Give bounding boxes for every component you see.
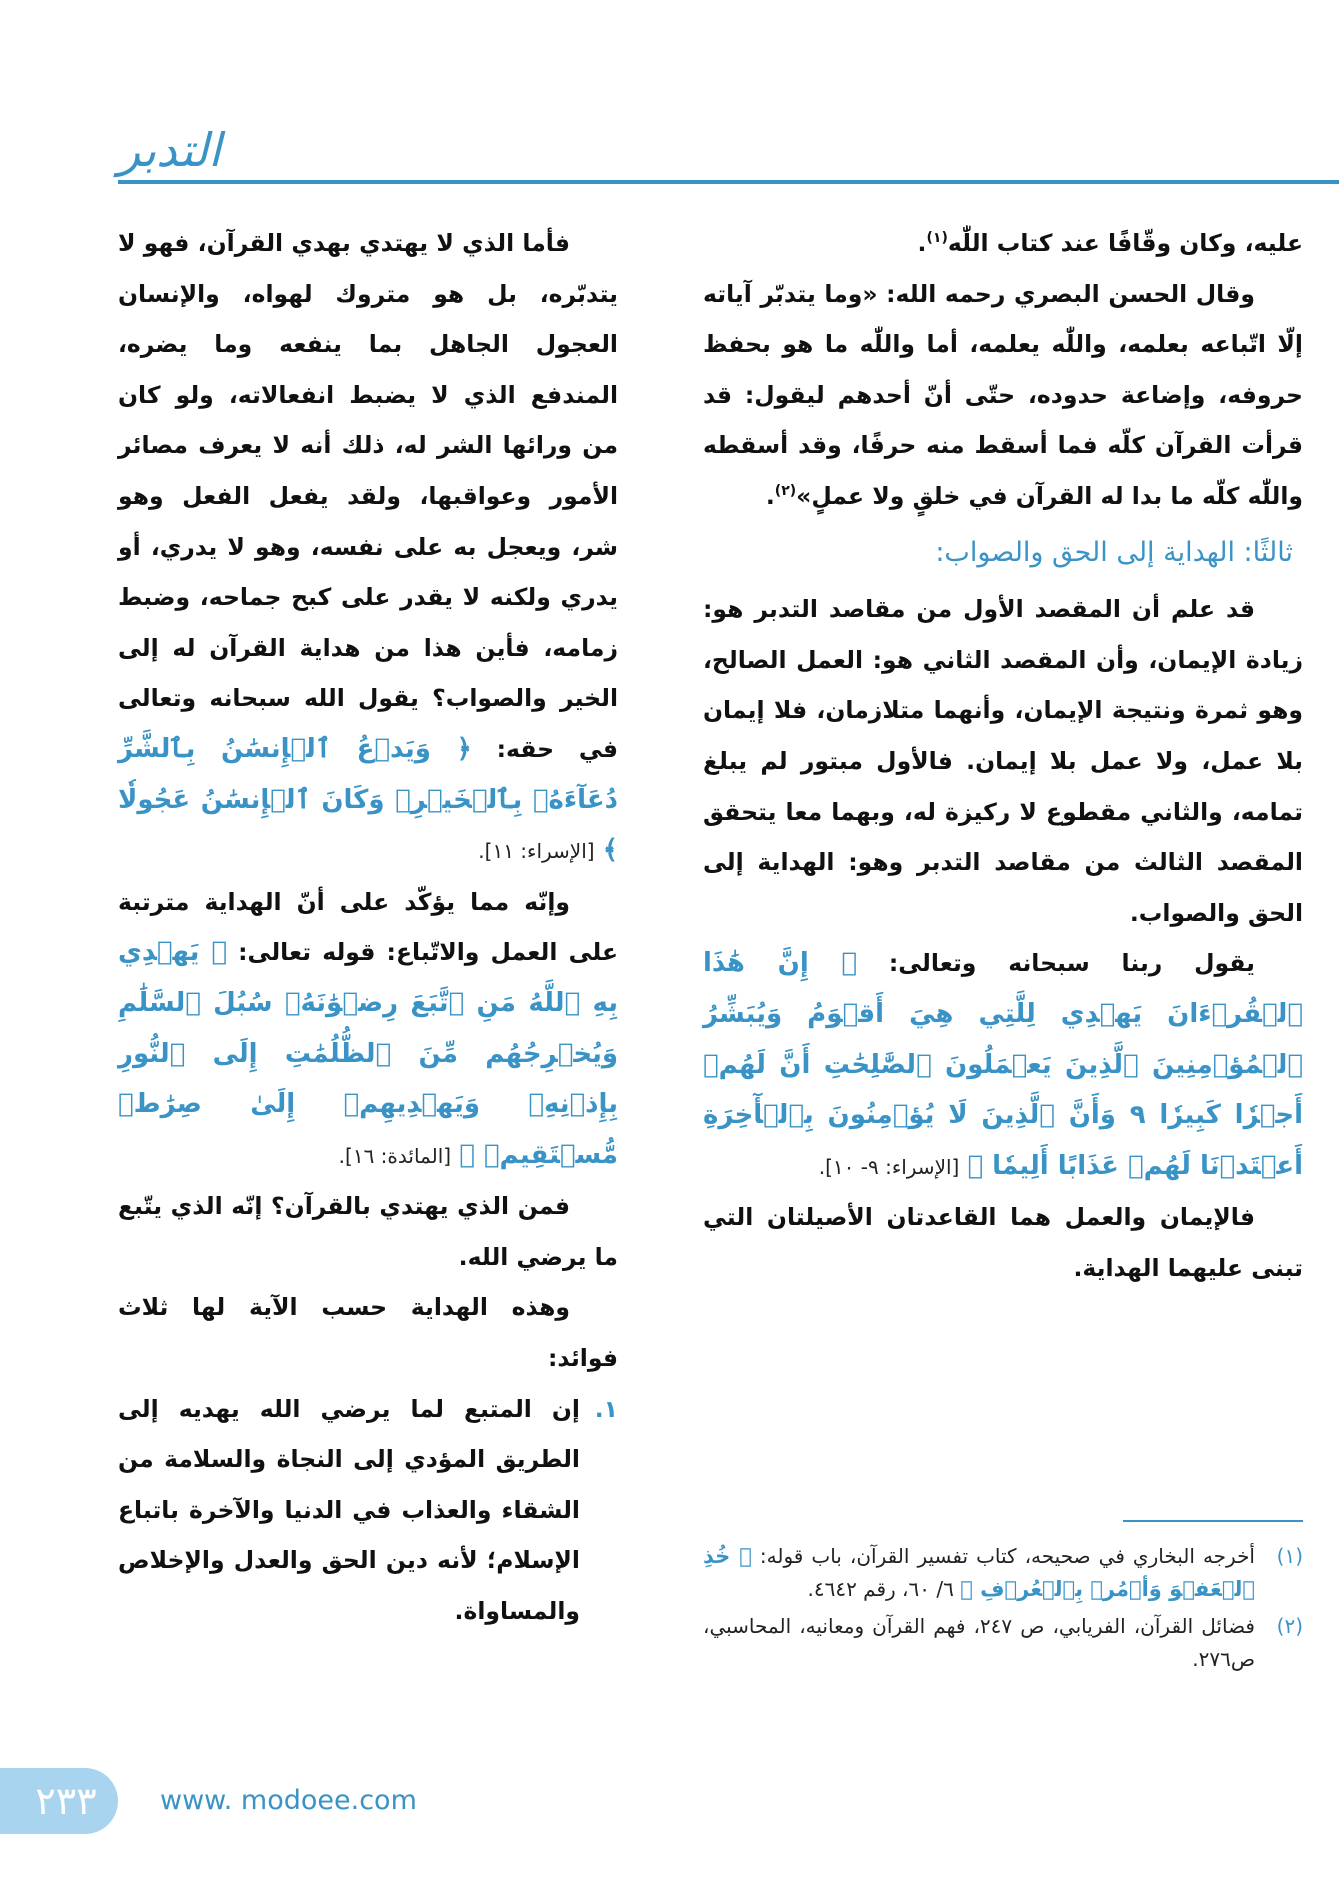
right-column	[703, 218, 1303, 1293]
right-p1-end: .	[917, 229, 927, 257]
right-paragraph-2	[703, 269, 1303, 522]
verse-reference-isra-9-10: [الإسراء: ٩- ١٠].	[818, 1154, 960, 1179]
footnotes	[703, 1540, 1303, 1680]
verse-reference-isra-11: [الإسراء: ١١].	[478, 839, 595, 864]
footnote-1-body: أخرجه البخاري في صحيحه، كتاب تفسير القرآن، باب قوله:	[759, 1544, 1255, 1568]
footnote-1	[703, 1540, 1303, 1606]
left-paragraph-4: وهذه الهداية حسب الآية لها ثلاث فوائد:	[118, 1293, 618, 1373]
left-paragraph-2	[118, 877, 618, 1182]
list-item-1-text: إن المتبع لما يرضي الله يهديه إلى الطريق المؤدي إلى النجاة والسلامة من الشقاء والعذاب في الدنيا والآخرة باتباع الإسلام؛ لأنه دين الحق والعدل والإخلاص والمساواة.	[118, 1394, 580, 1626]
quran-verse-maidah-16: ﴿ يَهۡدِي بِهِ ٱللَّهُ مَنِ ٱتَّبَعَ رِضۡوَٰنَهُۥ سُبُلَ ٱلسَّلَٰمِ وَيُخۡرِجُهُم مِّنَ ٱلظُّلُمَٰتِ إِلَى ٱلنُّورِ بِإِذۡنِهِۦ وَيَهۡدِيهِمۡ إِلَىٰ صِرَٰطٖ مُّسۡتَقِيمٖ ﴾	[118, 937, 618, 1170]
list-item-1-number: ١.	[594, 1394, 618, 1423]
right-p4-intro: يقول ربنا سبحانه وتعالى:	[888, 949, 1256, 978]
right-p2-text: وقال الحسن البصري رحمه الله: «وما يتدبّر آياته إلّا اتّباعه بعلمه، واللّٰه يعلمه، أما واللّٰه ما هو بحفظ حروفه، وإضاعة حدوده، حتّى أنّ أحدهم ليقول: قد قرأت القرآن كلّه فما أسقط منه حرفًا، وقد أسقطه واللّٰه كلّه ما بدا له القرآن في خلقٍ ولا عملٍ»	[703, 279, 1303, 510]
left-p2-intro: وإنّه مما يؤكّد على أنّ الهداية مترتبة على العمل والاتّباع: قوله تعالى:	[118, 887, 619, 967]
website-link[interactable]: www. modoee.com	[160, 1785, 417, 1816]
list-item-1	[118, 1384, 618, 1637]
footnote-1-end: ٦/ ٦٠، رقم ٤٦٤٢.	[807, 1577, 954, 1601]
header-rule	[118, 180, 1339, 184]
left-p1-text: فأما الذي لا يهتدي بهدي القرآن، فهو لا يتدبّره، بل هو متروك لهواه، والإنسان العجول الجاهل بما ينفعه وما يضره، المندفع الذي لا يضبط انفعالاته، ولو كان من ورائها الشر له، ذلك أنه لا يعرف مصائر الأمور وعواقبها، ولقد يفعل الفعل وهو شر، ويعجل به على نفسه، وهو لا يدري، أو يدري ولكنه لا يقدر على كبح جماحه، وضبط زمامه، فأين هذا من هداية القرآن له إلى الخير والصواب؟ يقول الله سبحانه وتعالى في حقه:	[118, 229, 618, 763]
footnote-2-number: (٢)	[1276, 1614, 1303, 1638]
right-paragraph-1	[703, 218, 1303, 269]
section-heading: ثالثًا: الهداية إلى الحق والصواب:	[935, 536, 1293, 568]
left-paragraph-1	[118, 218, 618, 877]
page-number: ٢٣٣	[35, 1779, 97, 1823]
right-paragraph-5: فالإيمان والعمل هما القاعدتان الأصيلتان التي تبنى عليهما الهداية.	[703, 1203, 1303, 1282]
right-paragraph-3: قد علم أن المقصد الأول من مقاصد التدبر هو: زيادة الإيمان، وأن المقصد الثاني هو: العمل الصالح، وهو ثمرة ونتيجة الإيمان، وأنهما متلازمان، فلا إيمان بلا عمل، ولا عمل بلا إيمان. فالأول مبتور لم يبلغ تمامه، والثاني مقطوع لا ركيزة له، وبهما معا يتحقق المقصد الثالث من مقاصد التدبر وهو: الهداية إلى الحق والصواب.	[703, 595, 1303, 927]
page-header-title: التدبر	[118, 123, 222, 177]
footnote-ref-2[interactable]: (٢)	[774, 483, 797, 500]
footnote-2	[703, 1610, 1303, 1676]
footnote-ref-1[interactable]: (١)	[926, 230, 948, 247]
footnote-1-verse: ﴿ خُذِ ٱلۡعَفۡوَ وَأۡمُرۡ بِٱلۡعُرۡفِ ﴾	[703, 1544, 1255, 1601]
quran-verse-isra-9-10: ﴿ إِنَّ هَٰذَا ٱلۡقُرۡءَانَ يَهۡدِي لِلَّتِي هِيَ أَقۡوَمُ وَيُبَشِّرُ ٱلۡمُؤۡمِنِينَ ٱلَّذِينَ يَعۡمَلُونَ ٱلصَّٰلِحَٰتِ أَنَّ لَهُمۡ أَجۡرٗا كَبِيرٗا ٩ وَأَنَّ ٱلَّذِينَ لَا يُؤۡمِنُونَ بِٱلۡأٓخِرَةِ أَعۡتَدۡنَا لَهُمۡ عَذَابًا أَلِيمٗا ﴾	[703, 948, 1303, 1181]
right-p1-text: عليه، وكان وقّافًا عند كتاب اللّٰه	[947, 229, 1303, 257]
right-p2-end: .	[765, 481, 775, 510]
footnote-separator	[1123, 1520, 1303, 1522]
left-paragraph-3: فمن الذي يهتدي بالقرآن؟ إنّه الذي يتّبع ما يرضي الله.	[118, 1192, 618, 1271]
verse-reference-maidah-16: [المائدة: ١٦].	[338, 1143, 452, 1168]
footnote-2-text: فضائل القرآن، الفريابي، ص ٢٤٧، فهم القرآن ومعانيه، المحاسبي، ص٢٧٦.	[703, 1614, 1255, 1671]
left-column	[118, 218, 618, 1637]
footnote-1-number: (١)	[1276, 1544, 1303, 1568]
quran-verse-isra-11: ﴿ وَيَدۡعُ ٱلۡإِنسَٰنُ بِٱلشَّرِّ دُعَآءَهُۥ بِٱلۡخَيۡرِۖ وَكَانَ ٱلۡإِنسَٰنُ عَجُولٗا ﴾	[118, 733, 618, 866]
footnote-1-text	[703, 1540, 1255, 1606]
right-paragraph-4	[703, 938, 1303, 1192]
